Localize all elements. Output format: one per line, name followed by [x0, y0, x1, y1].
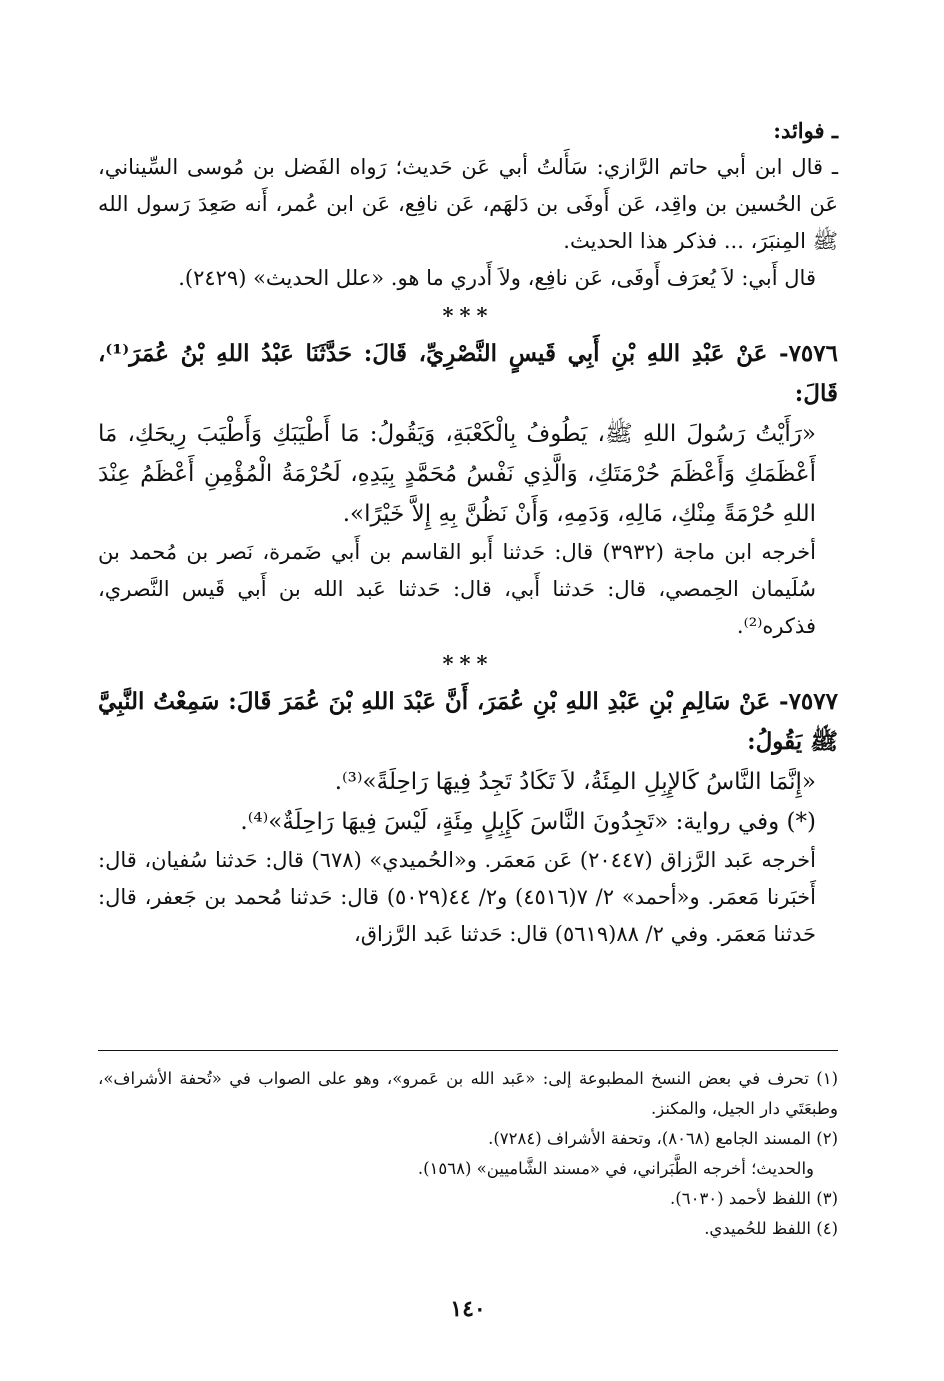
- footnotes: [98, 1064, 838, 1244]
- separator-stars: ***: [442, 303, 494, 328]
- page-number: ١٤٠: [450, 1296, 486, 1322]
- footnote-3: (٣) اللفظ لأحمد (٦٠٣٠).: [670, 1189, 838, 1208]
- main-text: [98, 112, 838, 953]
- separator-stars: ***: [442, 651, 494, 676]
- hadith-7577-text: «إِنَّمَا النَّاسُ كَالإِبِلِ المِئَةُ، لاَ تَكَادُ تَجِدُ فِيهَا رَاحِلَةً»⁽³⁾.: [334, 769, 816, 795]
- hadith-7577-takhrij: أخرجه عَبد الرَّزاق (٢٠٤٤٧) عَن مَعمَر. و«الحُميدي» (٦٧٨) قال: حَدثنا سُفيان، قال: أَخبَرنا مَعمَر. و«أحمد» ٢/ ٧(٤٥١٦) و٢/ ٤٤(٥٠٢٩) قال: حَدثنا مُحمد بن جَعفر، قال: حَدثنا مَعمَر. وفي ٢/ ٨٨(٥٦١٩) قال: حَدثنا عَبد الرَّزاق،: [98, 848, 816, 946]
- footnote-2: (٢) المسند الجامع (٨٠٦٨)، وتحفة الأشراف (٧٢٨٤).: [488, 1129, 838, 1148]
- hadith-7577-variant: (*) وفي رواية: «تَجِدُونَ النَّاسَ كَإِبِلٍ مِئَةٍ، لَيْسَ فِيهَا رَاحِلَةٌ»⁽⁴⁾.: [240, 809, 816, 835]
- hadith-7576-isnad: ٧٥٧٦- عَنْ عَبْدِ اللهِ بْنِ أَبِي قَيسٍ النَّصْرِيِّ، قَالَ: حَدَّثَنَا عَبْدُ اللهِ بْنُ عُمَرَ⁽¹⁾، قَالَ:: [98, 340, 838, 407]
- footnote-2-continuation: والحديث؛ أخرجه الطَّبَراني، في «مسند الشَّاميين» (١٥٦٨).: [417, 1159, 814, 1178]
- footnote-1: (١) تحرف في بعض النسخ المطبوعة إلى: «عَبد الله بن عَمرو»، وهو على الصواب في «تُحفة الأشراف»، وطبعَتَي دار الجيل، والمكنز.: [98, 1069, 838, 1118]
- book-page: [98, 112, 838, 1342]
- paragraph-abi-says: قال أَبي: لاَ يُعرَف أَوفَى، عَن نافِع، ولاَ أَدري ما هو. «علل الحديث» (٢٤٢٩).: [178, 266, 816, 290]
- hadith-7577-isnad: ٧٥٧٧- عَنْ سَالِمِ بْنِ عَبْدِ اللهِ بْنِ عُمَرَ، أَنَّ عَبْدَ اللهِ بْنَ عُمَرَ قَالَ: سَمِعْتُ النَّبِيَّ ﷺ يَقُولُ:: [98, 688, 838, 755]
- section-heading: ـ فوائد:: [773, 118, 838, 143]
- footnote-divider: [98, 1050, 838, 1051]
- hadith-7576-text: «رَأَيْتُ رَسُولَ اللهِ ﷺ، يَطُوفُ بِالْكَعْبَةِ، وَيَقُولُ: مَا أَطْيَبَكِ وَأَطْيَبَ رِيحَكِ، مَا أَعْظَمَكِ وَأَعْظَمَ حُرْمَتَكِ، وَالَّذِي نَفْسُ مُحَمَّدٍ بِيَدِهِ، لَحُرْمَةُ الْمُؤْمِنِ أَعْظَمُ عِنْدَ اللهِ حُرْمَةً مِنْكِ، مَالِهِ، وَدَمِهِ، وَأَنْ نَظُنَّ بِهِ إِلاَّ خَيْرًا».: [98, 421, 816, 527]
- hadith-7576-takhrij: أخرجه ابن ماجة (٣٩٣٢) قال: حَدثنا أَبو القاسم بن أَبي ضَمرة، نَصر بن مُحمد بن سُلَيمان الحِمصي، قال: حَدثنا أَبي، قال: حَدثنا عَبد الله بن أَبي قَيس النَّصري، فذكره⁽²⁾.: [98, 540, 816, 638]
- footnote-4: (٤) اللفظ للحُميدي.: [704, 1219, 838, 1238]
- paragraph-ibn-abi-hatim: ـ قال ابن أبي حاتم الرَّازي: سَأَلتُ أبي عَن حَديث؛ رَواه الفَضل بن مُوسى السِّيناني، عَن الحُسين بن واقِد، عَن أَوفَى بن دَلهَم، عَن نافِع، عَن ابن عُمر، أَنه صَعِدَ رَسول الله ﷺ المِنبَرَ، ... فذكر هذا الحديث.: [98, 155, 838, 253]
